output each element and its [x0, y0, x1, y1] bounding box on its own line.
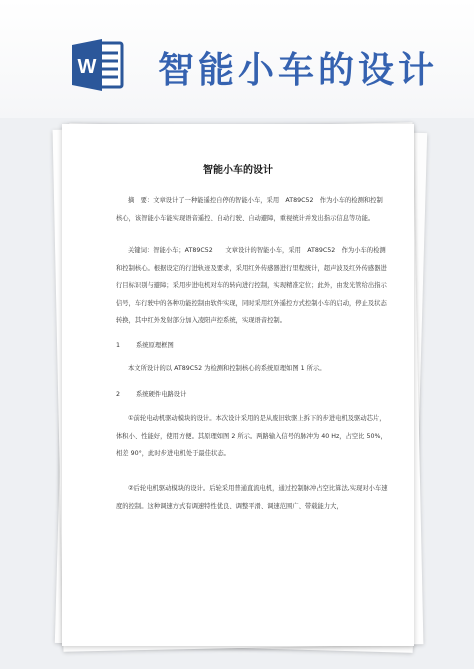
- section-number: 1: [116, 342, 121, 349]
- section-label: 系统硬件电路设计: [136, 391, 187, 398]
- document-page: [62, 124, 414, 646]
- word-logo-letter: W: [77, 56, 97, 78]
- word-doc-icon: [68, 35, 128, 95]
- section2-paragraph-2: ②后轮电机驱动模块的设计。后轮采用普通直流电机，通过控制脉冲占空比算法,实现对小车速度的控制。这种调速方式有调速特性优良、调整平滑、调速范围广、带载能力大，: [116, 485, 388, 510]
- document-title: 智能小车的设计: [203, 165, 273, 176]
- keywords-paragraph: 关键词：智能小车；AT89C52 文章设计的智能小车，采用 AT89C52 作为小车的检测和控制核心。根据设定的行进轨迹及要求，采用红外传感器进行里程统计，超声波及红外传感器进行目标识别与避障；采用步进电机对车的转向进行控制，实现精准定位；此外，由发光管给出指示信号，车行驶中的各种功能控制由软件实现，同时采用红外遥控方式控制小车的启动，停止及状态转换，其中红外发射部分加入凌阳声控系统，实现语音控制。: [116, 247, 387, 324]
- section-number: 2: [116, 391, 121, 398]
- section-label: 系统原理框图: [136, 342, 174, 349]
- header-banner: [0, 0, 474, 118]
- abstract-paragraph: 摘 要：文章设计了一种能遥控自停的智能小车，采用 AT89C52 作为小车的检测和控制核心，该智能小车能实现语音遥控、自动行驶、自动避障，重视统计并发出指示信息等功能。: [116, 197, 383, 222]
- section-heading-2: [116, 389, 186, 398]
- section1-paragraph: 本文所设计的以 AT89C52 为检测和控制核心的系统原理如图 1 所示。: [128, 365, 326, 372]
- section2-paragraph-1: ①前轮电动机驱动模块的设计。本次设计采用的是从废旧软驱上拆下的步进电机及驱动芯片，体积小、性能好，使用方便。其原理如图 2 所示。两路输入信号的脉冲为 40 Hz，占空比 50%，相差 90°，此时步进电机处于最佳状态。: [116, 415, 387, 457]
- banner-title: 智能小车的设计: [158, 50, 439, 91]
- section-heading-1: [116, 340, 174, 349]
